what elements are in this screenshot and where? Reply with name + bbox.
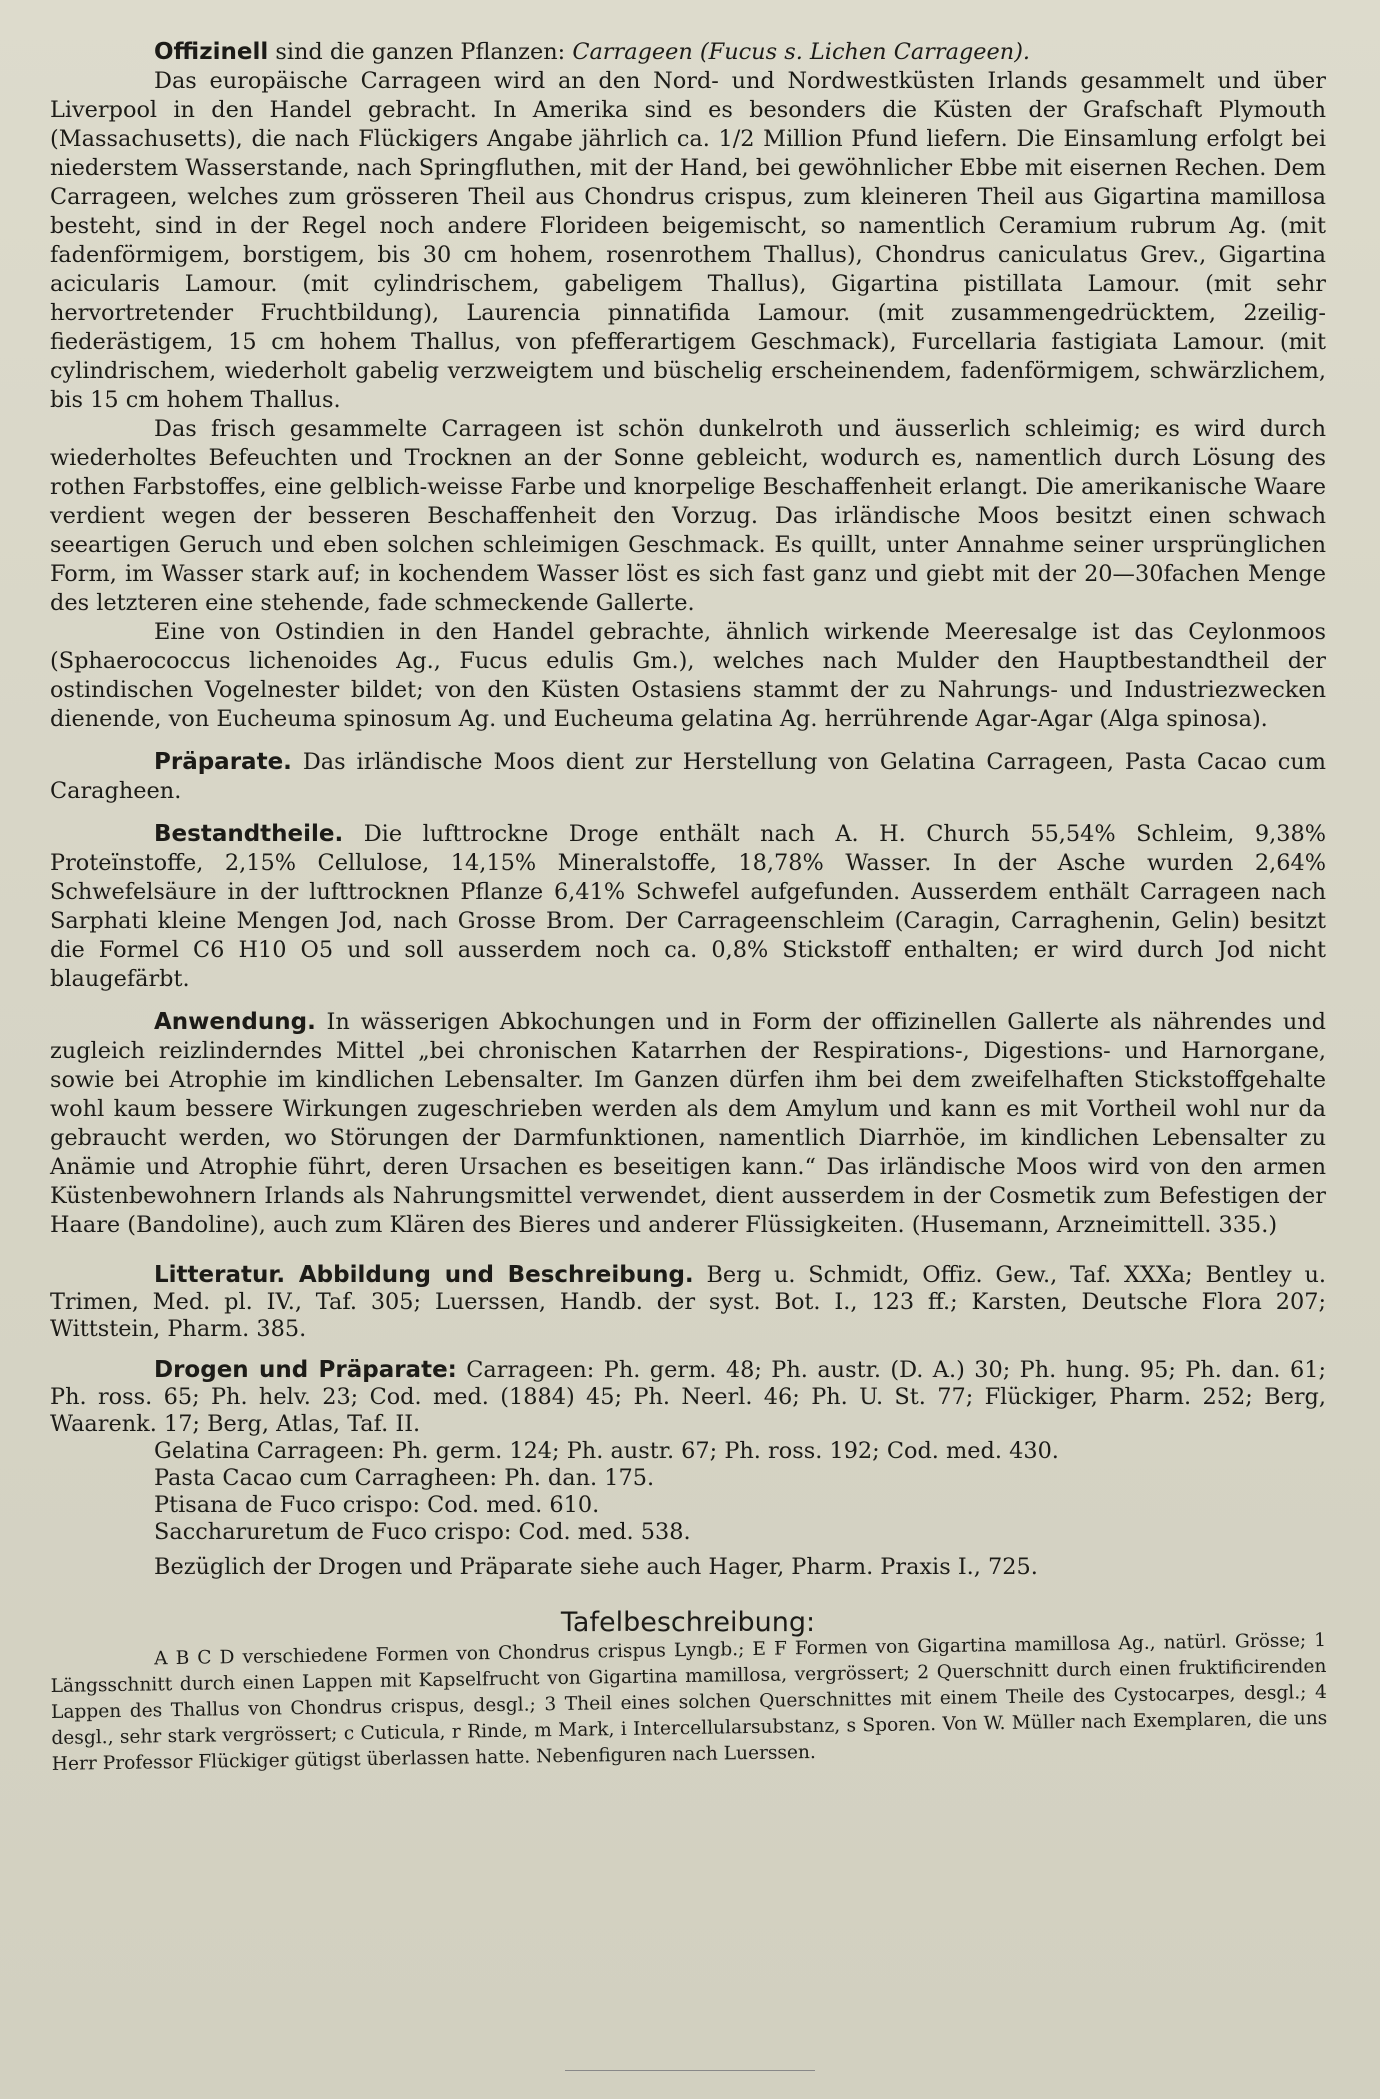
tafel-title: Tafelbeschreibung:	[560, 1607, 816, 1638]
section-bestandtheile: Bestandtheile. Die lufttrockne Droge enthält nach A. H. Church 55,54% Schleim, 9,38% Proteïnstoffe, 2,15% Cellulose, 14,15% Mineralstoffe, 18,78% Wasser. In der Asche wurden 2,64% Schwefelsäure in der lufttrocknen Pflanze 6,41% Schwefel aufgefunden. Ausserdem enthält Carrageen nach Sarphati kleine Mengen Jod, nach Grosse Brom. Der Carrageenschleim (Caragin, Carraghenin, Gelin) besitzt die Formel C6 H10 O5 und soll ausserdem noch ca. 0,8% Stickstoff enthalten; er wird durch Jod nicht blaugefärbt.	[50, 821, 1326, 992]
section-anwendung: Anwendung. In wässerigen Abkochungen und in Form der offizinellen Gallerte als nährendes und zugleich reizlinderndes Mittel „bei chronischen Katarrhen der Respirations-, Digestions- und Harnorgane, sowie bei Atrophie im kindlichen Lebensalter. Im Ganzen dürfen ihm bei dem zweifelhaften Stickstoffgehalte wohl kaum bessere Wirkungen zugeschrieben werden als dem Amylum und kann es mit Vortheil wohl nur da gebraucht werden, wo Störungen der Darmfunktionen, namentlich Diarrhöe, im kindlichen Lebensalter zu Anämie und Atrophie führt, deren Ursachen es beseitigen kann.“ Das irländische Moos wird von den armen Küstenbewohnern Irlands als Nahrungsmittel verwendet, dient ausserdem in der Cosmetik zum Befestigen der Haare (Bandoline), auch zum Klären des Bieres und anderer Flüssigkeiten. (Husemann, Arzneimittell. 335.)	[50, 1009, 1326, 1238]
section-tafel	[50, 1628, 1328, 1778]
paragraph: Das europäische Carrageen wird an den Nord- und Nordwestküsten Irlands gesammelt und über Liverpool in den Handel gebracht. In Amerika sind es besonders die Küsten der Grafschaft Plymouth (Massachusetts), die nach Flückigers Angabe jährlich ca. 1/2 Million Pfund liefern. Die Einsamlung erfolgt bei niederstem Wasserstande, nach Springfluthen, mit der Hand, bei gewöhnlicher Ebbe mit eisernen Rechen. Dem Carrageen, welches zum grösseren Theil aus Chondrus crispus, zum kleineren Theil aus Gigartina mamillosa besteht, sind in der Regel noch andere Florideen beigemischt, so namentlich Ceramium rubrum Ag. (mit fadenförmigem, borstigem, bis 30 cm hohem, rosenrothem Thallus), Chondrus caniculatus Grev., Gigartina acicularis Lamour. (mit cylindrischem, gabeligem Thallus), Gigartina pistillata Lamour. (mit sehr hervortretender Fruchtbildung), Laurencia pinnatifida Lamour. (mit zusammengedrücktem, 2zeilig-fiederästigem, 15 cm hohem Thallus, von pfefferartigem Geschmack), Furcellaria fastigiata Lamour. (mit cylindrischem, wiederholt gabelig verzweigtem und büschelig erscheinendem, fadenförmigem, schwärzlichem, bis 15 cm hohem Thallus.	[50, 68, 1326, 413]
heading-bestandtheile: Bestandtheile.	[154, 821, 344, 847]
heading-litteratur: Litteratur. Abbildung und Beschreibung.	[154, 1262, 694, 1288]
drogen-note: Bezüglich der Drogen und Präparate siehe auch Hager, Pharm. Praxis I., 725.	[154, 1554, 1038, 1580]
paragraph: Eine von Ostindien in den Handel gebrachte, ähnlich wirkende Meeresalge ist das Ceylonmoos (Sphaerococcus lichenoides Ag., Fucus edulis Gm.), welches nach Mulder den Hauptbestandtheil der ostindischen Vogelnester bildet; von den Küsten Ostasiens stammt der zu Nahrungs- und Industriezwecken dienende, von Eucheuma spinosum Ag. und Eucheuma gelatina Ag. herrührende Agar-Agar (Alga spinosa).	[50, 619, 1326, 732]
section-litteratur: Litteratur. Abbildung und Beschreibung. Berg u. Schmidt, Offiz. Gew., Taf. XXXa; Bentley u. Trimen, Med. pl. IV., Taf. 305; Luerssen, Handb. der syst. Bot. I., 123 ff.; Karsten, Deutsche Flora 207; Wittstein, Pharm. 385.	[50, 1262, 1326, 1342]
section-praeparate: Präparate. Das irländische Moos dient zur Herstellung von Gelatina Carrageen, Pasta Cacao cum Caragheen.	[50, 749, 1326, 804]
drogen-line: Ptisana de Fuco crispo: Cod. med. 610.	[154, 1492, 600, 1518]
tafel-text: A B C D verschiedene Formen von Chondrus crispus Lyngb.; E F Formen von Gigartina mamillosa Ag., natürl. Grösse; 1 Längsschnitt durch einen Lappen mit Kapselfrucht von Gigartina mamillosa, vergrössert; 2 Querschnitt durch einen fruktificirenden Lappen des Thallus von Chondrus crispus, desgl.; 3 Theil eines solchen Querschnittes mit einem Theile des Cystocarpes, desgl.; 4 desgl., sehr stark vergrössert; c Cuticula, r Rinde, m Mark, i Intercellularsubstanz, s Sporen. Von W. Müller nach Exemplaren, die uns Herr Professor Flückiger gütigst überlassen hatte. Nebenfiguren nach Luerssen.	[50, 1629, 1328, 1775]
heading-anwendung: Anwendung.	[154, 1009, 316, 1035]
paragraph: Das frisch gesammelte Carrageen ist schön dunkelroth und äusserlich schleimig; es wird durch wiederholtes Befeuchten und Trocknen an der Sonne gebleicht, wodurch es, namentlich durch Lösung des rothen Farbstoffes, eine gelblich-weisse Farbe und knorpelige Beschaffenheit erlangt. Die amerikanische Waare verdient wegen der besseren Beschaffenheit den Vorzug. Das irländische Moos besitzt einen schwach seeartigen Geruch und eben solchen schleimigen Geschmack. Es quillt, unter Annahme seiner ursprünglichen Form, im Wasser stark auf; in kochendem Wasser löst es sich fast ganz und giebt mit der 20—30fachen Menge des letzteren eine stehende, fade schmeckende Gallerte.	[50, 416, 1326, 616]
drogen-line: Saccharuretum de Fuco crispo: Cod. med. 538.	[154, 1519, 691, 1545]
footer-rule	[565, 2070, 815, 2071]
heading-offizinell: Offizinell	[154, 39, 269, 65]
heading-praeparate: Präparate.	[154, 749, 292, 775]
drogen-line: Pasta Cacao cum Carragheen: Ph. dan. 175.	[154, 1465, 655, 1491]
section-offizinell: Offizinell sind die ganzen Pflanzen: Carrageen (Fucus s. Lichen Carrageen). Das europäische Carrageen wird an den Nord- und Nordwestküsten Irlands gesammelt und über Liverpool in den Handel gebracht. In Amerika sind es besonders die Küsten der Grafschaft Plymouth (Massachusetts), die nach Flückigers Angabe jährlich ca. 1/2 Million Pfund liefern. Die Einsamlung erfolgt bei niederstem Wasserstande, nach Springfluthen, mit der Hand, bei gewöhnlicher Ebbe mit eisernen Rechen. Dem Carrageen, welches zum grösseren Theil aus Chondrus crispus, zum kleineren Theil aus Gigartina mamillosa besteht, sind in der Regel noch andere Florideen beigemischt, so namentlich Ceramium rubrum Ag. (mit fadenförmigem, borstigem, bis 30 cm hohem, rosenrothem Thallus), Chondrus caniculatus Grev., Gigartina acicularis Lamour. (mit cylindrischem, gabeligem Thallus), Gigartina pistillata Lamour. (mit sehr hervortretender Fruchtbildung), Laurencia pinnatifida Lamour. (mit zusammengedrücktem, 2zeilig-fiederästigem, 15 cm hohem Thallus, von pfefferartigem Geschmack), Furcellaria fastigiata Lamour. (mit cylindrischem, wiederholt gabelig verzweigtem und büschelig erscheinendem, fadenförmigem, schwärzlichem, bis 15 cm hohem Thallus. Das frisch gesammelte Carrageen ist schön dunkelroth und äusserlich schleimig; es wird durch wiederholtes Befeuchten und Trocknen an der Sonne gebleicht, wodurch es, namentlich durch Lösung des rothen Farbstoffes, eine gelblich-weisse Farbe und knorpelige Beschaffenheit erlangt. Die amerikanische Waare verdient wegen der besseren Beschaffenheit den Vorzug. Das irländische Moos besitzt einen schwach seeartigen Geruch und eben solchen schleimigen Geschmack. Es quillt, unter Annahme seiner ursprünglichen Form, im Wasser stark auf; in kochendem Wasser löst es sich fast ganz und giebt mit der 20—30fachen Menge des letzteren eine stehende, fade schmeckende Gallerte. Eine von Ostindien in den Handel gebrachte, ähnlich wirkende Meeresalge ist das Ceylonmoos (Sphaerococcus lichenoides Ag., Fucus edulis Gm.), welches nach Mulder den Hauptbestandtheil der ostindischen Vogelnester bildet; von den Küsten Ostasiens stammt der zu Nahrungs- und Industriezwecken dienende, von Eucheuma spinosum Ag. und Eucheuma gelatina Ag. herrührende Agar-Agar (Alga spinosa).	[50, 39, 1326, 732]
drogen-line: Gelatina Carrageen: Ph. germ. 124; Ph. austr. 67; Ph. ross. 192; Cod. med. 430.	[154, 1438, 1059, 1464]
heading-drogen: Drogen und Präparate:	[154, 1357, 457, 1383]
section-drogen: Drogen und Präparate: Carrageen: Ph. germ. 48; Ph. austr. (D. A.) 30; Ph. hung. 95; Ph. dan. 61; Ph. ross. 65; Ph. helv. 23; Cod. med. (1884) 45; Ph. Neerl. 46; Ph. U. St. 77; Flückiger, Pharm. 252; Berg, Waarenk. 17; Berg, Atlas, Taf. II. Gelatina Carrageen: Ph. germ. 124; Ph. austr. 67; Ph. ross. 192; Cod. med. 430. Pasta Cacao cum Carragheen: Ph. dan. 175. Ptisana de Fuco crispo: Cod. med. 610. Saccharuretum de Fuco crispo: Cod. med. 538. Bezüglich der Drogen und Präparate siehe auch Hager, Pharm. Praxis I., 725.	[50, 1357, 1326, 1580]
